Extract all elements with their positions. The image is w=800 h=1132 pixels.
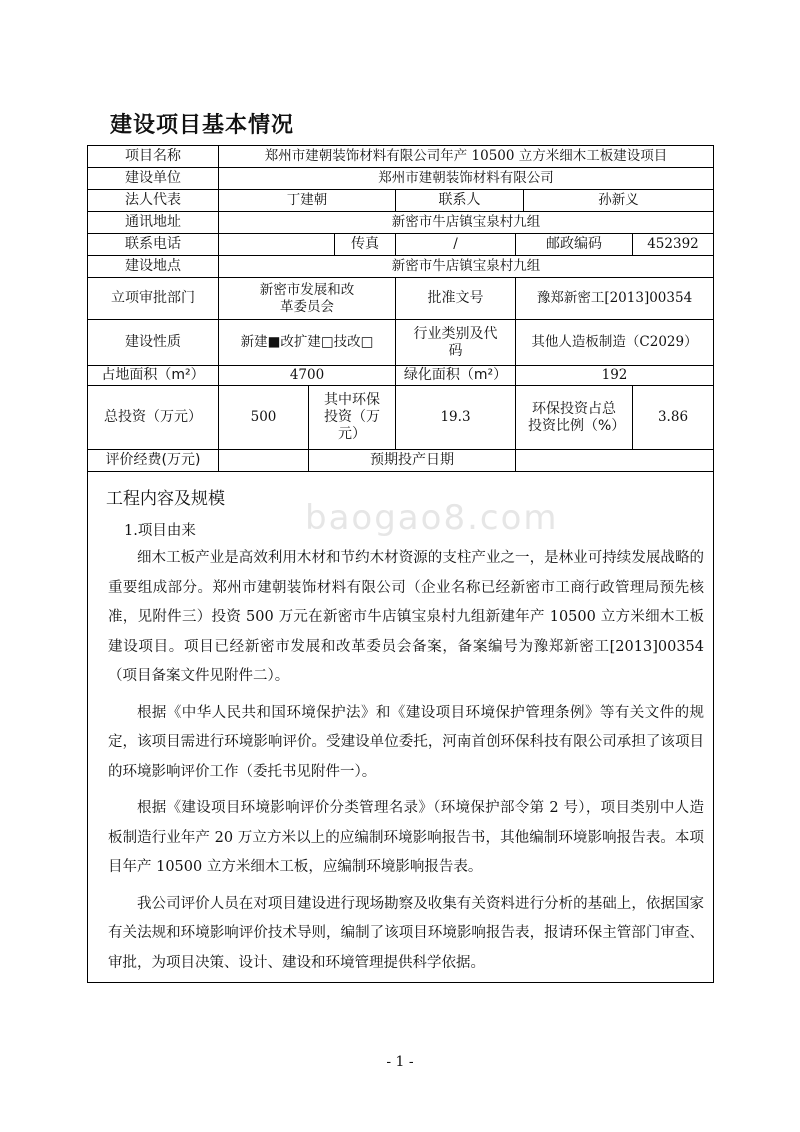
nature-value: 新建■改扩建□技改□ bbox=[219, 320, 396, 366]
eval-fee-value bbox=[219, 450, 309, 472]
paragraphs bbox=[108, 544, 704, 985]
env-ratio-value: 3.86 bbox=[633, 386, 713, 450]
basic-info-frame bbox=[87, 145, 714, 983]
paragraph: 根据《中华人民共和国环境保护法》和《建设项目环境保护管理条例》等有关文件的规定，该项目需进行环境影响评价。受建设单位委托，河南首创环保科技有限公司承担了该项目的环境影响评价工作（委托书见附件一）。 bbox=[108, 704, 704, 780]
unit-label: 建设单位 bbox=[88, 168, 219, 190]
unit-value: 郑州市建朝装饰材料有限公司 bbox=[219, 168, 713, 190]
industry-label: 行业类别及代码 bbox=[396, 320, 516, 366]
project-name-value: 郑州市建朝装饰材料有限公司年产 10500 立方米细木工板建设项目 bbox=[219, 146, 713, 168]
approval-dept-label: 立项审批部门 bbox=[88, 278, 219, 320]
paragraph: 根据《建设项目环境影响评价分类管理名录》（环境保护部令第 2 号），项目类别中人造板制造行业年产 20 万立方米以上的应编制环境影响报告书，其他编制环境影响报告表。本项目年产 10500 立方米细木工板，应编制环境影响报告表。 bbox=[108, 800, 704, 875]
contact-value: 孙新义 bbox=[524, 190, 713, 212]
approval-no-label: 批准文号 bbox=[396, 278, 516, 320]
green-value: 192 bbox=[516, 366, 713, 386]
watermark: baogao8.com bbox=[305, 498, 559, 538]
paragraph: 细木工板产业是高效利用木材和节约木材资源的支柱产业之一，是林业可持续发展战略的重要组成部分。郑州市建朝装饰材料有限公司（企业名称已经新密市工商行政管理局预先核准，见附件三）投资 500 万元在新密市牛店镇宝泉村九组新建年产 10500 立方米细木工板建设项目。项目已经新密市发展和改革委员会备案，备案编号为豫郑新密工[2013]00354（项目备案文件见附件二）。 bbox=[108, 550, 704, 684]
prod-date-value bbox=[516, 450, 713, 472]
fax-value: / bbox=[396, 234, 516, 256]
env-invest-label: 其中环保投资（万元） bbox=[309, 386, 396, 450]
project-content-section bbox=[88, 472, 713, 982]
eval-fee-label: 评价经费(万元) bbox=[88, 450, 219, 472]
industry-value: 其他人造板制造（C2029） bbox=[516, 320, 713, 366]
approval-dept-value: 新密市发展和改革委员会 bbox=[219, 278, 396, 320]
invest-label: 总投资（万元） bbox=[88, 386, 219, 450]
postcode-value: 452392 bbox=[633, 234, 713, 256]
postcode-label: 邮政编码 bbox=[516, 234, 633, 256]
site-value: 新密市牛店镇宝泉村九组 bbox=[219, 256, 713, 278]
area-label: 占地面积（m²） bbox=[88, 366, 219, 386]
address-label: 通讯地址 bbox=[88, 212, 219, 234]
paragraph: 我公司评价人员在对项目建设进行现场勘察及收集有关资料进行分析的基础上，依据国家有关法规和环境影响评价技术导则，编制了该项目环境影响报告表，报请环保主管部门审查、审批，为项目决策、设计、建设和环境管理提供科学依据。 bbox=[108, 895, 704, 971]
green-label: 绿化面积（m²） bbox=[396, 366, 516, 386]
address-value: 新密市牛店镇宝泉村九组 bbox=[219, 212, 713, 234]
env-ratio-label: 环保投资占总投资比例（%） bbox=[516, 386, 633, 450]
page-number: - 1 - bbox=[386, 1054, 414, 1070]
env-invest-value: 19.3 bbox=[396, 386, 516, 450]
area-value: 4700 bbox=[219, 366, 396, 386]
fax-label: 传真 bbox=[335, 234, 396, 256]
nature-label: 建设性质 bbox=[88, 320, 219, 366]
phone-label: 联系电话 bbox=[88, 234, 219, 256]
section-title: 工程内容及规模 bbox=[106, 489, 225, 509]
phone-value bbox=[219, 234, 335, 256]
invest-value: 500 bbox=[219, 386, 309, 450]
prod-date-label: 预期投产日期 bbox=[309, 450, 516, 472]
site-label: 建设地点 bbox=[88, 256, 219, 278]
legal-rep-label: 法人代表 bbox=[88, 190, 219, 212]
page-title: 建设项目基本情况 bbox=[110, 113, 295, 138]
subheading: 1.项目由来 bbox=[124, 523, 196, 539]
contact-label: 联系人 bbox=[396, 190, 524, 212]
legal-rep-value: 丁建朝 bbox=[219, 190, 396, 212]
project-name-label: 项目名称 bbox=[88, 146, 219, 168]
approval-no-value: 豫郑新密工[2013]00354 bbox=[516, 278, 713, 320]
